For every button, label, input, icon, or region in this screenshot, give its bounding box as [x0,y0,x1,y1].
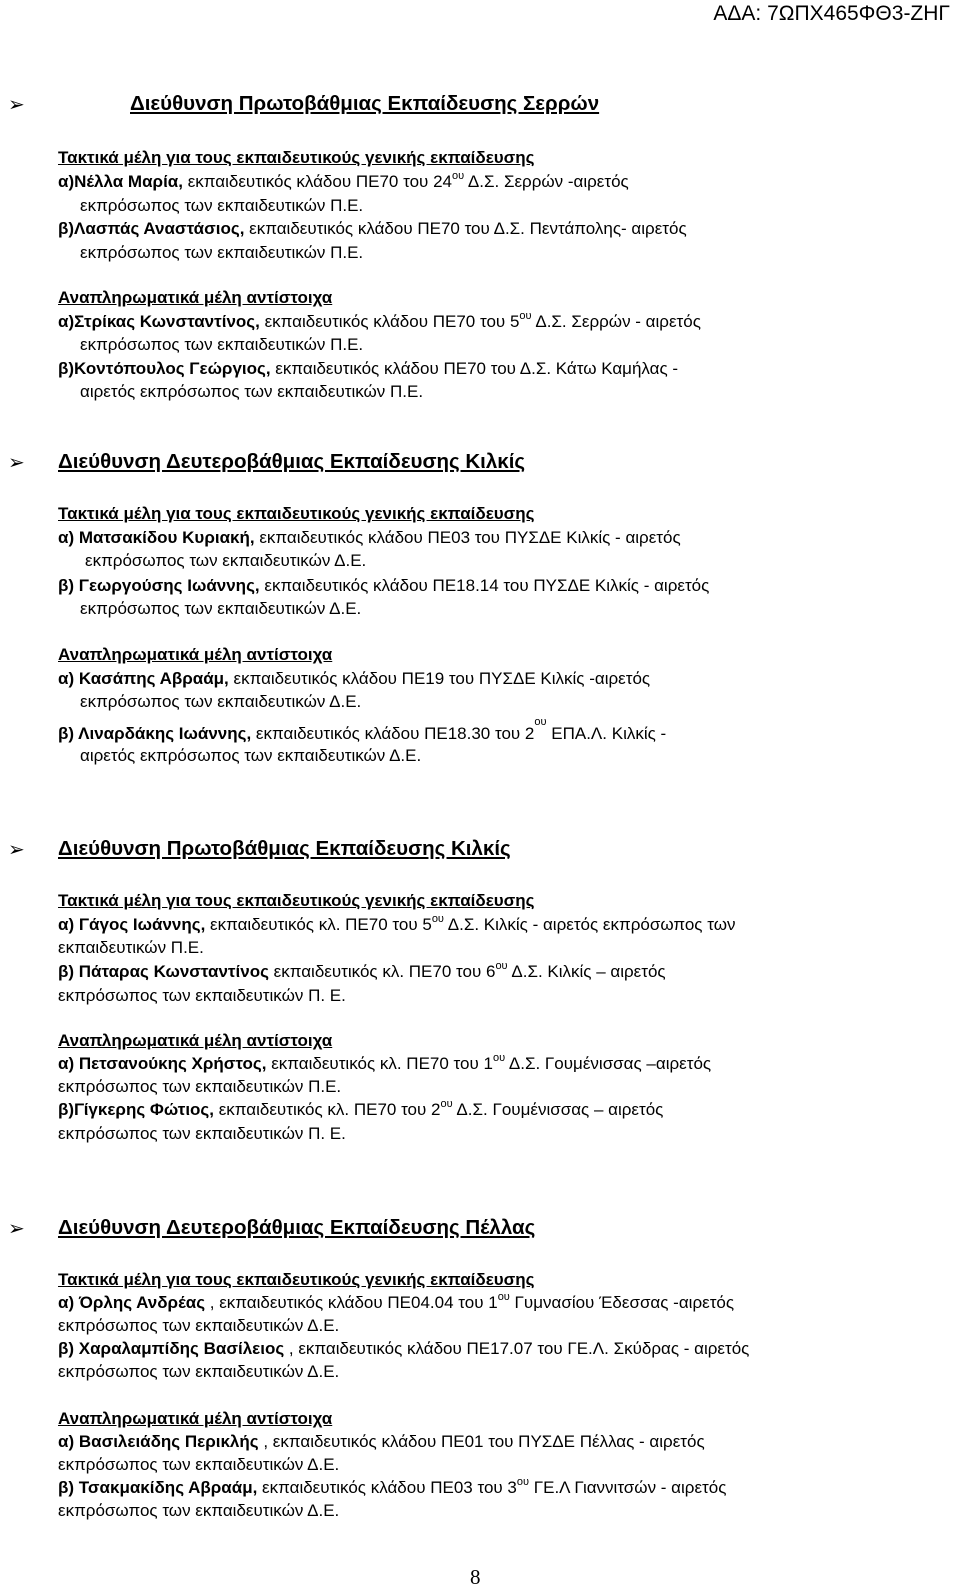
member-line-cont: εκπρόσωπος των εκπαιδευτικών Π.Ε. [58,1077,342,1096]
member-line-cont: εκπρόσωπος των εκπαιδευτικών Δ.Ε. [58,1316,340,1335]
member-line-cont: εκπρόσωπος των εκπαιδευτικών Π. Ε. [58,1124,346,1143]
section-pella-secondary [0,1216,960,1246]
section-kilkis-secondary [0,450,960,480]
member-line-cont: αιρετός εκπρόσωπος των εκπαιδευτικών Π.Ε. [80,382,424,401]
member-line-cont: εκπαιδευτικών Π.Ε. [58,938,204,957]
arrow-bullet-icon: ➢ [8,94,25,116]
member-line-cont: αιρετός εκπρόσωπος των εκπαιδευτικών Δ.Ε. [80,746,422,765]
document-code: ΑΔΑ: 7ΩΠΧ465ΦΘ3-ΖΗΓ [713,2,950,25]
regular-members-label: Τακτικά μέλη για τους εκπαιδευτικούς γενικής εκπαίδευσης [58,504,535,523]
alternate-members-label: Αναπληρωματικά μέλη αντίστοιχα [58,288,333,307]
arrow-bullet-icon: ➢ [8,452,25,474]
member-line-cont: εκπρόσωπος των εκπαιδευτικών Δ.Ε. [58,1362,340,1381]
member-line: β) Πάταρας Κωνσταντίνος εκπαιδευτικός κλ. ΠΕ70 του $6^{o\upsilon}$ Δ.Σ. Κιλκίς – αιρετός [58,960,666,981]
member-line: α) Κασάπης Αβραάμ, εκπαιδευτικός κλάδου ΠΕ19 του ΠΥΣΔΕ Κιλκίς -αιρετός [58,669,651,688]
section-heading [0,450,960,480]
member-line-cont: εκπρόσωπος των εκπαιδευτικών Δ.Ε. [85,551,367,570]
member-line: β) Λιναρδάκης Ιωάννης, εκπαιδευτικός κλάδου ΠΕ18.30 του $2^{o\upsilon}$ ΕΠΑ.Λ. Κιλκίς - [58,716,667,743]
alternate-members-label: Αναπληρωματικά μέλη αντίστοιχα [58,1409,333,1428]
member-line-cont: εκπρόσωπος των εκπαιδευτικών Δ.Ε. [58,1501,340,1520]
section-title: Διεύθυνση Πρωτοβάθμιας Εκπαίδευσης Κιλκίς [58,837,511,860]
member-line: α) Βασιλειάδης Περικλής , εκπαιδευτικός κλάδου ΠΕ01 του ΠΥΣΔΕ Πέλλας - αιρετός [58,1432,705,1451]
member-line: α) Όρλης Ανδρέας , εκπαιδευτικός κλάδου ΠΕ04.04 του $1^{o\upsilon}$ Γυμνασίου Έδεσσας -αιρετός [58,1291,735,1312]
section-heading [0,92,960,122]
member-line-cont: εκπρόσωπος των εκπαιδευτικών Π.Ε. [80,196,364,215]
member-line-cont: εκπρόσωπος των εκπαιδευτικών Δ.Ε. [80,692,362,711]
member-line: α) Πετσανούκης Χρήστος, εκπαιδευτικός κλ. ΠΕ70 του $1^{o\upsilon}$ Δ.Σ. Γουμένισσας –αιρετός [58,1052,712,1073]
member-line-cont: εκπρόσωπος των εκπαιδευτικών Δ.Ε. [80,599,362,618]
section-heading [0,1216,960,1246]
member-line-cont: εκπρόσωπος των εκπαιδευτικών Π.Ε. [80,335,364,354]
member-line: β)Λασπάς Αναστάσιος, εκπαιδευτικός κλάδου ΠΕ70 του Δ.Σ. Πεντάπολης- αιρετός [58,219,687,238]
member-line: α) Ματσακίδου Κυριακή, εκπαιδευτικός κλάδου ΠΕ03 του ΠΥΣΔΕ Κιλκίς - αιρετός [58,528,681,547]
arrow-bullet-icon: ➢ [8,839,25,861]
member-line: β)Γίγκερης Φώτιος, εκπαιδευτικός κλ. ΠΕ70 του $2^{o\upsilon}$ Δ.Σ. Γουμένισσας – αιρετός [58,1098,664,1119]
section-title: Διεύθυνση Δευτεροβάθμιας Εκπαίδευσης Πέλλας [58,1216,536,1239]
member-line-cont: εκπρόσωπος των εκπαιδευτικών Π. Ε. [58,986,346,1005]
section-title: Διεύθυνση Πρωτοβάθμιας Εκπαίδευσης Σερρών [130,92,600,115]
page-number: 8 [470,1565,481,1589]
arrow-bullet-icon: ➢ [8,1218,25,1240]
member-line: β)Κοντόπουλος Γεώργιος, εκπαιδευτικός κλάδου ΠΕ70 του Δ.Σ. Κάτω Καμήλας - [58,359,679,378]
member-line: α) Γάγος Ιωάννης, εκπαιδευτικός κλ. ΠΕ70 του $5^{o\upsilon}$ Δ.Σ. Κιλκίς - αιρετός εκπρόσωπος των [58,913,736,934]
section-kilkis-primary [0,837,960,867]
section-title: Διεύθυνση Δευτεροβάθμιας Εκπαίδευσης Κιλκίς [58,450,526,473]
member-line: α)Νέλλα Μαρία, εκπαιδευτικός κλάδου ΠΕ70 του $24^{o\upsilon}$ Δ.Σ. Σερρών -αιρετός [58,170,629,191]
section-heading [0,837,960,867]
member-line: β) Τσακμακίδης Αβραάμ, εκπαιδευτικός κλάδου ΠΕ03 του $3^{o\upsilon}$ ΓΕ.Λ Γιαννιτσών - αιρετός [58,1476,727,1497]
member-line-cont: εκπρόσωπος των εκπαιδευτικών Δ.Ε. [58,1455,340,1474]
alternate-members-label: Αναπληρωματικά μέλη αντίστοιχα [58,645,333,664]
alternate-members-label: Αναπληρωματικά μέλη αντίστοιχα [58,1031,333,1050]
member-line: α)Στρίκας Κωνσταντίνος, εκπαιδευτικός κλάδου ΠΕ70 του $5^{o\upsilon}$ Δ.Σ. Σερρών - αιρετός [58,310,701,331]
regular-members-label: Τακτικά μέλη για τους εκπαιδευτικούς γενικής εκπαίδευσης [58,1270,535,1289]
member-line-cont: εκπρόσωπος των εκπαιδευτικών Π.Ε. [80,243,364,262]
member-line: β) Χαραλαμπίδης Βασίλειος , εκπαιδευτικός κλάδου ΠΕ17.07 του ΓΕ.Λ. Σκύδρας - αιρετός [58,1339,750,1358]
regular-members-label: Τακτικά μέλη για τους εκπαιδευτικούς γενικής εκπαίδευσης [58,891,535,910]
member-line: β) Γεωργούσης Ιωάννης, εκπαιδευτικός κλάδου ΠΕ18.14 του ΠΥΣΔΕ Κιλκίς - αιρετός [58,576,710,595]
section-serres-primary [0,92,960,122]
regular-members-label: Τακτικά μέλη για τους εκπαιδευτικούς γενικής εκπαίδευσης [58,148,535,167]
